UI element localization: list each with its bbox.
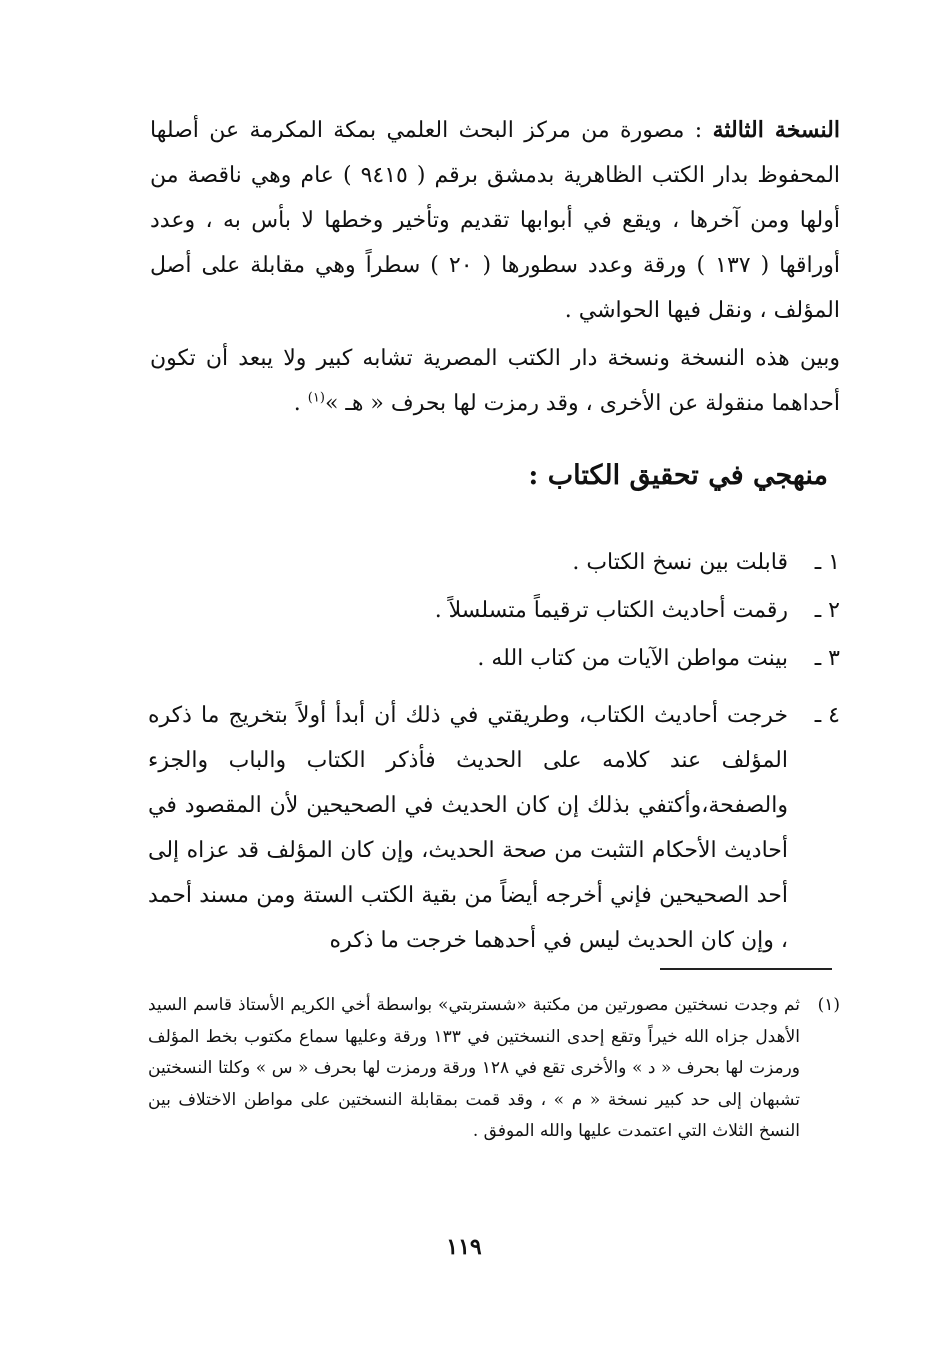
list-item-text: رقمت أحاديث الكتاب ترقيماً متسلسلاً . [434, 598, 788, 623]
footnotes [148, 990, 840, 1148]
list-item [148, 540, 840, 585]
paragraph-lead-term: النسخة الثالثة [712, 117, 840, 143]
list-item [148, 636, 840, 681]
paragraph-comparison [150, 336, 840, 426]
paragraph-third-copy [150, 108, 840, 333]
footnote-reference: (١) [307, 390, 325, 406]
footnote [148, 990, 840, 1148]
paragraph-body: : مصورة من مركز البحث العلمي بمكة المكرمة عن أصلها المحفوظ بدار الكتب الظاهرية بدمشق برقم ( ٩٤١٥ ) عام وهي ناقصة من أولها ومن آخرها ، ويقع في أبوابها تقديم وتأخير وخطها لا بأس به ، وعدد أوراقها ( ١٣٧ ) ورقة وعدد سطورها ( ٢٠ ) سطراً وهي مقابلة على أصل المؤلف ، ونقل فيها الحواشي . [150, 118, 841, 323]
paragraph-tail: . [293, 391, 308, 416]
list-item-number: ٣ ـ [814, 646, 840, 671]
list-item [148, 693, 840, 963]
list-item-text: قابلت بين نسخ الكتاب . [572, 550, 788, 575]
list-item-number: ٢ ـ [814, 598, 840, 623]
footnote-mark: (١) [817, 995, 840, 1015]
footnote-divider [660, 968, 832, 970]
list-item-text: بينت مواطن الآيات من كتاب الله . [477, 646, 788, 671]
list-item [148, 588, 840, 633]
method-list [148, 540, 840, 966]
footnote-text: ثم وجدت نسختين مصورتين من مكتبة «شستربتي» بواسطة أخي الكريم الأستاذ قاسم السيد الأهدل جزاه الله خيراً وتقع إحدى النسختين في ١٣٣ ورقة وعليها سماع مكتوب بخط المؤلف ورمزت لها بحرف « د » والأخرى تقع في ١٢٨ ورقة ورمزت لها بحرف « س » وكلتا النسختين تشبهان إلى حد كبير نسخة « م » ، وقد قمت بمقابلة النسختين على مواطن الاختلاف بين النسخ الثلاث التي اعتمدت عليها والله الموفق . [148, 995, 800, 1141]
list-item-text: خرجت أحاديث الكتاب، وطريقتي في ذلك أن أبدأ أولاً بتخريج ما ذكره المؤلف عند كلامه على الحديث فأذكر الكتاب والباب والجزء والصفحة،وأكتفي بذلك إن كان الحديث في الصحيحين لأن المقصود في أحاديث الأحكام التثبت من صحة الحديث، وإن كان المؤلف قد عزاه إلى أحد الصحيحين فإني أخرجه أيضاً من بقية الكتب الستة ومن مسند أحمد ، وإن كان الحديث ليس في أحدهما خرجت ما ذكره [148, 703, 789, 953]
page-number: ١١٩ [446, 1234, 482, 1260]
list-item-number: ٤ ـ [814, 703, 840, 728]
section-heading: منهجي في تحقيق الكتاب : [528, 460, 828, 491]
paragraph-body: وبين هذه النسخة ونسخة دار الكتب المصرية تشابه كبير ولا يبعد أن تكون أحداهما منقولة عن الأخرى ، وقد رمزت لها بحرف « هـ » [150, 346, 840, 416]
list-item-number: ١ ـ [814, 550, 840, 575]
